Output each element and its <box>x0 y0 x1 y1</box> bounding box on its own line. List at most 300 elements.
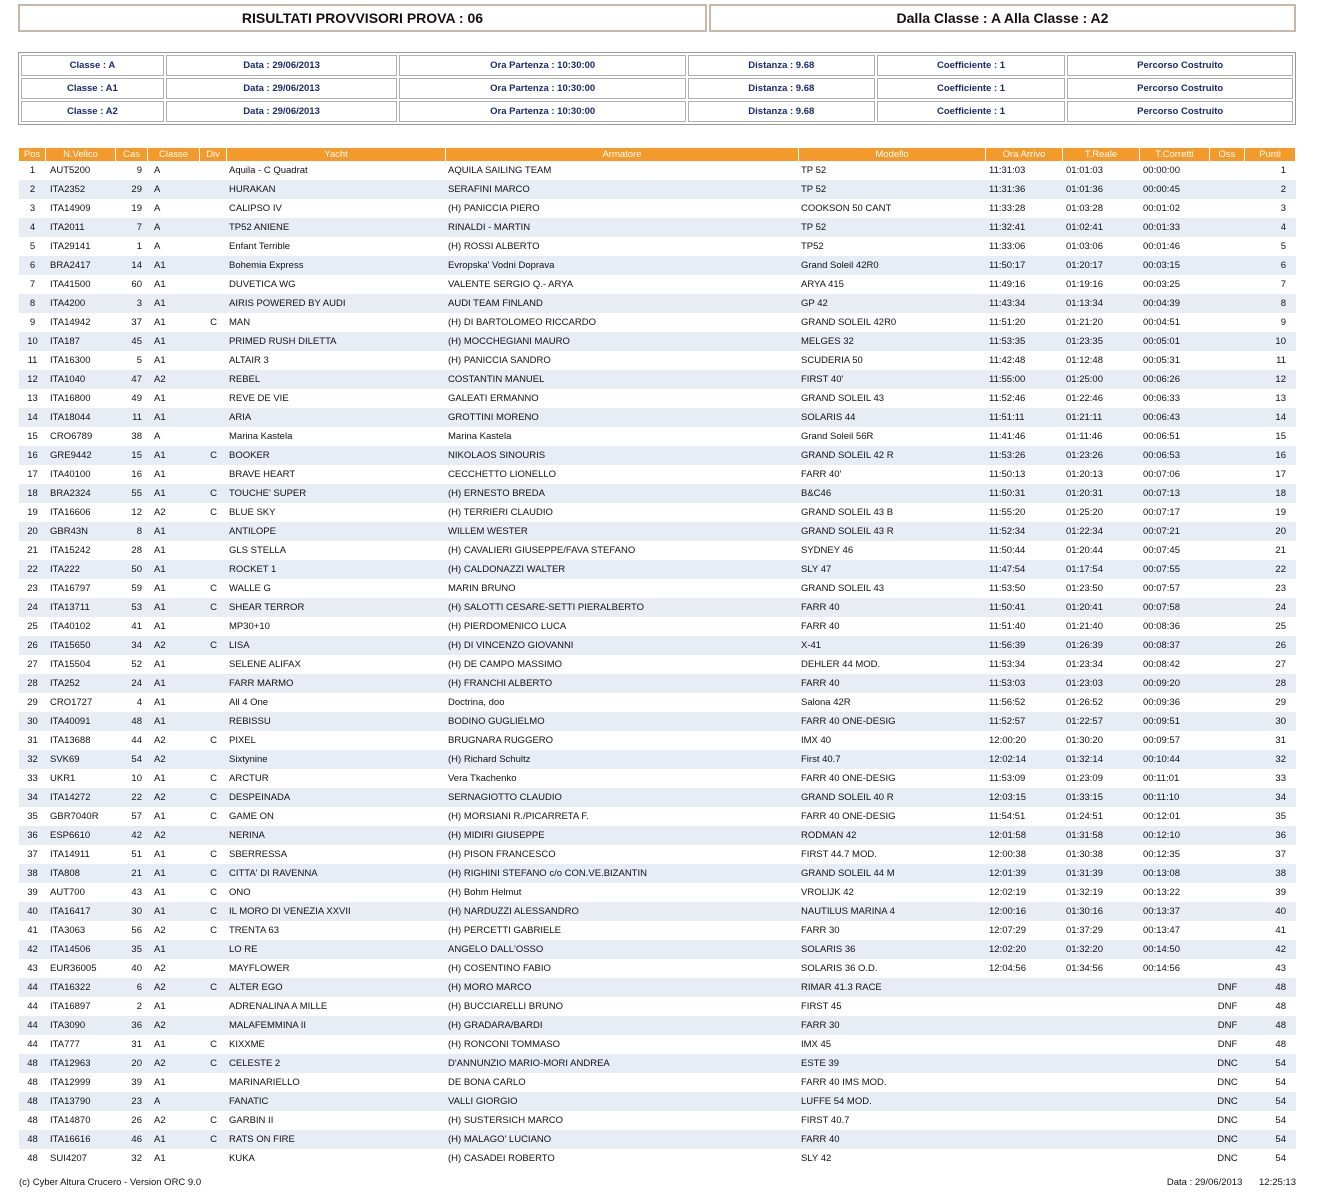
cell-arrival-time: 11:53:26 <box>989 450 1026 461</box>
cell-points: 12 <box>1275 374 1286 385</box>
table-row <box>19 921 1296 940</box>
table-row <box>19 902 1296 921</box>
cell-owner: (H) MIDIRI GIUSEPPE <box>448 830 545 841</box>
cell-oss: DNF <box>1217 1039 1238 1050</box>
cell-owner: Marina Kastela <box>448 431 512 442</box>
cell-yacht: All 4 One <box>229 697 269 708</box>
cell-owner: Doctrina, doo <box>448 697 505 708</box>
cell-points: 41 <box>1275 925 1286 936</box>
cell-class: A1 <box>154 583 166 594</box>
cell-pos: 3 <box>29 203 36 214</box>
table-row <box>19 522 1296 541</box>
cell-class: A1 <box>154 488 166 499</box>
cell-model: First 40.7 <box>801 754 841 765</box>
cell-pos: 28 <box>27 678 38 689</box>
cell-yacht: KUKA <box>229 1153 255 1164</box>
cell-model: B&C46 <box>801 488 832 499</box>
cell-real-time: 01:25:20 <box>1066 507 1103 518</box>
cell-arrival-time: 11:52:46 <box>989 393 1026 404</box>
cell-corrected-time: 00:08:36 <box>1143 621 1180 632</box>
cell-arrival-time: 11:56:52 <box>989 697 1026 708</box>
cell-sail-number: GBR43N <box>50 526 89 537</box>
cell-pos: 31 <box>27 735 38 746</box>
cell-corrected-time: 00:08:42 <box>1143 659 1180 670</box>
column-header-cas: Cas <box>116 148 148 161</box>
table-row <box>19 807 1296 826</box>
cell-real-time: 01:30:38 <box>1066 849 1103 860</box>
cell-sail-number: ITA14272 <box>50 792 91 803</box>
cell-sail-number: CRO1727 <box>50 697 93 708</box>
cell-oss: DNF <box>1217 982 1238 993</box>
cell-class: A2 <box>154 982 166 993</box>
cell-model: GP 42 <box>801 298 828 309</box>
column-header-class: Classe <box>148 148 200 161</box>
cell-yacht: BRAVE HEART <box>229 469 296 480</box>
class-range-title: Dalla Classe : A Alla Classe : A2 <box>709 4 1296 32</box>
date-cell: Data : 29/06/2013 <box>166 55 398 76</box>
cell-class: A1 <box>154 849 166 860</box>
cell-arrival-time: 11:31:36 <box>989 184 1026 195</box>
cell-cas: 41 <box>131 621 142 632</box>
cell-yacht: WALLE G <box>229 583 271 594</box>
cell-corrected-time: 00:07:45 <box>1143 545 1180 556</box>
cell-class: A1 <box>154 678 166 689</box>
cell-yacht: ANTILOPE <box>229 526 276 537</box>
cell-div: C <box>210 450 217 461</box>
cell-class: A1 <box>154 906 166 917</box>
cell-yacht: Bohemia Express <box>229 260 304 271</box>
cell-arrival-time: 11:33:06 <box>989 241 1026 252</box>
cell-real-time: 01:22:46 <box>1066 393 1103 404</box>
cell-class: A1 <box>154 1039 166 1050</box>
cell-sail-number: ITA13688 <box>50 735 91 746</box>
cell-cas: 52 <box>131 659 142 670</box>
cell-yacht: AIRIS POWERED BY AUDI <box>229 298 346 309</box>
cell-corrected-time: 00:06:26 <box>1143 374 1180 385</box>
cell-pos: 48 <box>27 1077 38 1088</box>
cell-class: A1 <box>154 298 166 309</box>
cell-corrected-time: 00:14:50 <box>1143 944 1180 955</box>
cell-arrival-time: 12:07:29 <box>989 925 1026 936</box>
cell-yacht: SHEAR TERROR <box>229 602 305 613</box>
cell-owner: (H) PIERDOMENICO LUCA <box>448 621 567 632</box>
cell-model: IMX 45 <box>801 1039 832 1050</box>
cell-cas: 38 <box>131 431 142 442</box>
cell-class: A1 <box>154 773 166 784</box>
cell-corrected-time: 00:13:08 <box>1143 868 1180 879</box>
cell-sail-number: BRA2324 <box>50 488 91 499</box>
cell-cas: 32 <box>131 1153 142 1164</box>
cell-points: 30 <box>1275 716 1286 727</box>
cell-class: A <box>154 222 161 233</box>
cell-cas: 54 <box>131 754 142 765</box>
cell-model: FIRST 40.7 <box>801 1115 850 1126</box>
cell-owner: (H) PANICCIA SANDRO <box>448 355 551 366</box>
cell-model: GRAND SOLEIL 43 <box>801 583 885 594</box>
cell-sail-number: ITA14870 <box>50 1115 91 1126</box>
cell-cas: 49 <box>131 393 142 404</box>
cell-sail-number: ITA16606 <box>50 507 91 518</box>
coefficient-cell: Coefficiente : 1 <box>877 55 1066 76</box>
cell-arrival-time: 11:50:44 <box>989 545 1026 556</box>
cell-yacht: GLS STELLA <box>229 545 287 556</box>
cell-yacht: HURAKAN <box>229 184 276 195</box>
cell-pos: 20 <box>27 526 38 537</box>
cell-sail-number: GRE9442 <box>50 450 92 461</box>
cell-model: MELGES 32 <box>801 336 854 347</box>
cell-arrival-time: 11:50:41 <box>989 602 1026 613</box>
cell-class: A <box>154 241 161 252</box>
cell-oss: DNF <box>1217 1001 1238 1012</box>
column-header-pos: Pos <box>19 148 46 161</box>
cell-oss: DNC <box>1217 1096 1238 1107</box>
cell-points: 33 <box>1275 773 1286 784</box>
table-row <box>19 598 1296 617</box>
cell-real-time: 01:32:19 <box>1066 887 1103 898</box>
cell-yacht: ONO <box>229 887 251 898</box>
class-info-row <box>21 78 1293 99</box>
cell-corrected-time: 00:06:51 <box>1143 431 1180 442</box>
cell-corrected-time: 00:12:01 <box>1143 811 1180 822</box>
cell-yacht: LISA <box>229 640 250 651</box>
cell-sail-number: ITA14909 <box>50 203 91 214</box>
cell-owner: GROTTINI MORENO <box>448 412 539 423</box>
course-cell: Percorso Costruito <box>1067 101 1293 122</box>
cell-sail-number: GBR7040R <box>50 811 99 822</box>
cell-div: C <box>210 488 217 499</box>
cell-points: 2 <box>1280 184 1286 195</box>
distance-cell: Distanza : 9.68 <box>688 78 875 99</box>
cell-points: 21 <box>1275 545 1286 556</box>
cell-sail-number: ITA18044 <box>50 412 91 423</box>
cell-pos: 44 <box>27 1001 38 1012</box>
cell-class: A1 <box>154 526 166 537</box>
cell-pos: 41 <box>27 925 38 936</box>
cell-pos: 48 <box>27 1115 38 1126</box>
cell-arrival-time: 12:04:56 <box>989 963 1026 974</box>
cell-owner: SERAFINI MARCO <box>448 184 530 195</box>
cell-cas: 21 <box>131 868 142 879</box>
cell-model: FIRST 45 <box>801 1001 842 1012</box>
cell-model: GRAND SOLEIL 44 M <box>801 868 895 879</box>
cell-yacht: MARINARIELLO <box>229 1077 300 1088</box>
cell-model: FARR 40 <box>801 678 840 689</box>
cell-cas: 19 <box>131 203 142 214</box>
cell-arrival-time: 12:01:39 <box>989 868 1026 879</box>
cell-class: A1 <box>154 355 166 366</box>
cell-pos: 25 <box>27 621 38 632</box>
cell-cas: 6 <box>136 982 142 993</box>
cell-corrected-time: 00:11:10 <box>1143 792 1180 803</box>
cell-class: A2 <box>154 1115 166 1126</box>
table-row <box>19 617 1296 636</box>
cell-model: FARR 30 <box>801 925 840 936</box>
table-row <box>19 389 1296 408</box>
cell-arrival-time: 12:01:58 <box>989 830 1026 841</box>
cell-real-time: 01:32:20 <box>1066 944 1103 955</box>
cell-div: C <box>210 640 217 651</box>
cell-owner: Evropska' Vodni Doprava <box>448 260 555 271</box>
table-row <box>19 218 1296 237</box>
table-row <box>19 332 1296 351</box>
cell-pos: 48 <box>27 1058 38 1069</box>
cell-owner: (H) SUSTERSICH MARCO <box>448 1115 564 1126</box>
cell-cas: 42 <box>131 830 142 841</box>
cell-class: A <box>154 203 161 214</box>
cell-model: SCUDERIA 50 <box>801 355 863 366</box>
cell-pos: 38 <box>27 868 38 879</box>
footer-time: 12:25:13 <box>1259 1177 1296 1188</box>
cell-model: TP52 <box>801 241 824 252</box>
cell-arrival-time: 12:02:14 <box>989 754 1026 765</box>
cell-sail-number: AUT5200 <box>50 165 91 176</box>
coefficient-cell: Coefficiente : 1 <box>877 78 1066 99</box>
cell-points: 22 <box>1275 564 1286 575</box>
cell-real-time: 01:31:58 <box>1066 830 1103 841</box>
cell-class: A2 <box>154 925 166 936</box>
cell-yacht: TOUCHE' SUPER <box>229 488 307 499</box>
cell-yacht: TP52 ANIENE <box>229 222 290 233</box>
cell-points: 43 <box>1275 963 1286 974</box>
table-row <box>19 1149 1296 1168</box>
cell-cas: 37 <box>131 317 142 328</box>
cell-points: 15 <box>1275 431 1286 442</box>
cell-oss: DNC <box>1217 1134 1238 1145</box>
table-row <box>19 1035 1296 1054</box>
cell-real-time: 01:23:03 <box>1066 678 1103 689</box>
table-row <box>19 427 1296 446</box>
cell-points: 16 <box>1275 450 1286 461</box>
cell-yacht: ALTAIR 3 <box>229 355 269 366</box>
column-header-sail-number: N.Velico <box>46 148 116 161</box>
cell-real-time: 01:23:50 <box>1066 583 1103 594</box>
start-time-cell: Ora Partenza : 10:30:00 <box>399 78 686 99</box>
table-row <box>19 750 1296 769</box>
cell-pos: 42 <box>27 944 38 955</box>
cell-sail-number: ITA13790 <box>50 1096 91 1107</box>
cell-pos: 26 <box>27 640 38 651</box>
cell-real-time: 01:01:36 <box>1066 184 1103 195</box>
cell-div: C <box>210 811 217 822</box>
cell-yacht: Marina Kastela <box>229 431 293 442</box>
cell-yacht: MAYFLOWER <box>229 963 290 974</box>
cell-owner: ANGELO DALL'OSSO <box>448 944 544 955</box>
cell-owner: (H) COSENTINO FABIO <box>448 963 551 974</box>
cell-corrected-time: 00:10:44 <box>1143 754 1180 765</box>
cell-sail-number: ITA222 <box>50 564 80 575</box>
cell-class: A1 <box>154 412 166 423</box>
column-header-div: Div <box>200 148 227 161</box>
cell-cas: 30 <box>131 906 142 917</box>
table-row <box>19 940 1296 959</box>
cell-points: 1 <box>1280 165 1286 176</box>
cell-div: C <box>210 1134 217 1145</box>
cell-class: A2 <box>154 830 166 841</box>
cell-cas: 11 <box>132 412 142 423</box>
cell-sail-number: AUT700 <box>50 887 85 898</box>
cell-owner: (H) PISON FRANCESCO <box>448 849 556 860</box>
cell-cas: 4 <box>136 697 142 708</box>
cell-model: ESTE 39 <box>801 1058 840 1069</box>
cell-yacht: BOOKER <box>229 450 270 461</box>
cell-model: COOKSON 50 CANT <box>801 203 892 214</box>
cell-points: 27 <box>1275 659 1286 670</box>
cell-corrected-time: 00:01:46 <box>1143 241 1180 252</box>
class-info-row <box>21 101 1293 122</box>
cell-owner: (H) Bohm Helmut <box>448 887 522 898</box>
table-row <box>19 655 1296 674</box>
cell-owner: NIKOLAOS SINOURIS <box>448 450 546 461</box>
cell-real-time: 01:21:40 <box>1066 621 1103 632</box>
cell-div: C <box>210 735 217 746</box>
cell-class: A2 <box>154 640 166 651</box>
cell-points: 4 <box>1280 222 1286 233</box>
cell-model: TP 52 <box>801 222 827 233</box>
cell-owner: VALLI GIORGIO <box>448 1096 518 1107</box>
cell-yacht: IL MORO DI VENEZIA XXVII <box>229 906 351 917</box>
cell-pos: 5 <box>29 241 36 252</box>
cell-corrected-time: 00:05:31 <box>1143 355 1180 366</box>
cell-points: 48 <box>1275 1001 1286 1012</box>
cell-real-time: 01:20:13 <box>1066 469 1103 480</box>
cell-class: A1 <box>154 1077 166 1088</box>
cell-arrival-time: 11:41:46 <box>989 431 1026 442</box>
cell-arrival-time: 11:55:20 <box>989 507 1026 518</box>
cell-corrected-time: 00:01:33 <box>1143 222 1180 233</box>
cell-sail-number: ITA41500 <box>50 279 91 290</box>
cell-sail-number: ITA40100 <box>50 469 91 480</box>
cell-model: X-41 <box>801 640 822 651</box>
cell-arrival-time: 11:51:40 <box>989 621 1026 632</box>
cell-model: GRAND SOLEIL 43 <box>801 393 885 404</box>
cell-class: A1 <box>154 1001 166 1012</box>
cell-oss: DNC <box>1217 1115 1238 1126</box>
cell-sail-number: EUR36005 <box>50 963 97 974</box>
cell-sail-number: ITA12999 <box>50 1077 91 1088</box>
cell-corrected-time: 00:09:51 <box>1143 716 1180 727</box>
cell-points: 8 <box>1280 298 1286 309</box>
cell-cas: 1 <box>136 241 142 252</box>
cell-real-time: 01:19:16 <box>1066 279 1103 290</box>
cell-real-time: 01:23:35 <box>1066 336 1103 347</box>
cell-cas: 22 <box>131 792 142 803</box>
cell-points: 54 <box>1275 1153 1286 1164</box>
cell-cas: 28 <box>131 545 142 556</box>
table-row <box>19 294 1296 313</box>
cell-cas: 20 <box>131 1058 142 1069</box>
cell-arrival-time: 11:51:20 <box>989 317 1026 328</box>
cell-pos: 48 <box>27 1096 38 1107</box>
cell-corrected-time: 00:07:13 <box>1143 488 1180 499</box>
cell-pos: 18 <box>27 488 38 499</box>
cell-real-time: 01:37:29 <box>1066 925 1103 936</box>
cell-pos: 1 <box>29 165 36 176</box>
cell-pos: 23 <box>27 583 38 594</box>
cell-points: 32 <box>1275 754 1286 765</box>
cell-class: A2 <box>154 1058 166 1069</box>
cell-pos: 9 <box>29 317 36 328</box>
cell-arrival-time: 11:49:16 <box>989 279 1026 290</box>
cell-arrival-time: 11:42:48 <box>989 355 1026 366</box>
cell-corrected-time: 00:13:22 <box>1143 887 1180 898</box>
cell-sail-number: ITA15650 <box>50 640 91 651</box>
cell-points: 14 <box>1275 412 1286 423</box>
cell-points: 37 <box>1275 849 1286 860</box>
cell-yacht: REBEL <box>229 374 261 385</box>
cell-div: C <box>210 868 217 879</box>
cell-model: SLY 47 <box>801 564 832 575</box>
cell-class: A1 <box>154 545 166 556</box>
cell-sail-number: ITA4200 <box>50 298 86 309</box>
cell-arrival-time: 11:52:57 <box>989 716 1026 727</box>
cell-yacht: SELENE ALIFAX <box>229 659 301 670</box>
cell-pos: 8 <box>29 298 36 309</box>
cell-arrival-time: 11:50:31 <box>989 488 1026 499</box>
cell-real-time: 01:20:41 <box>1066 602 1103 613</box>
cell-pos: 44 <box>27 982 38 993</box>
cell-owner: CECCHETTO LIONELLO <box>448 469 557 480</box>
cell-cas: 23 <box>131 1096 142 1107</box>
cell-corrected-time: 00:14:56 <box>1143 963 1180 974</box>
cell-real-time: 01:25:00 <box>1066 374 1103 385</box>
cell-model: SOLARIS 36 <box>801 944 856 955</box>
results-table <box>19 148 1296 1168</box>
cell-real-time: 01:13:34 <box>1066 298 1103 309</box>
cell-corrected-time: 00:00:00 <box>1143 165 1180 176</box>
cell-div: C <box>210 602 217 613</box>
cell-pos: 13 <box>27 393 38 404</box>
table-row <box>19 560 1296 579</box>
cell-pos: 37 <box>27 849 38 860</box>
cell-model: Salona 42R <box>801 697 851 708</box>
cell-real-time: 01:11:46 <box>1066 431 1103 442</box>
cell-sail-number: ITA777 <box>50 1039 80 1050</box>
cell-div: C <box>210 925 217 936</box>
cell-class: A1 <box>154 621 166 632</box>
cell-arrival-time: 11:51:11 <box>989 412 1025 423</box>
table-row <box>19 180 1296 199</box>
distance-cell: Distanza : 9.68 <box>688 101 875 122</box>
table-row <box>19 959 1296 978</box>
cell-cas: 26 <box>131 1115 142 1126</box>
cell-points: 26 <box>1275 640 1286 651</box>
cell-cas: 56 <box>131 925 142 936</box>
cell-model: Grand Soleil 42R0 <box>801 260 879 271</box>
cell-sail-number: ITA16800 <box>50 393 91 404</box>
cell-real-time: 01:23:34 <box>1066 659 1103 670</box>
cell-class: A1 <box>154 716 166 727</box>
cell-points: 35 <box>1275 811 1286 822</box>
cell-arrival-time: 12:02:19 <box>989 887 1026 898</box>
cell-pos: 14 <box>27 412 38 423</box>
cell-pos: 12 <box>27 374 38 385</box>
cell-points: 20 <box>1275 526 1286 537</box>
cell-points: 54 <box>1275 1058 1286 1069</box>
cell-real-time: 01:21:20 <box>1066 317 1103 328</box>
cell-pos: 15 <box>27 431 38 442</box>
cell-real-time: 01:20:31 <box>1066 488 1103 499</box>
table-row <box>19 1073 1296 1092</box>
table-row <box>19 636 1296 655</box>
cell-real-time: 01:23:09 <box>1066 773 1103 784</box>
cell-points: 6 <box>1280 260 1286 271</box>
cell-class: A1 <box>154 260 166 271</box>
cell-points: 48 <box>1275 1020 1286 1031</box>
cell-arrival-time: 11:55:00 <box>989 374 1026 385</box>
cell-arrival-time: 12:00:20 <box>989 735 1026 746</box>
cell-points: 36 <box>1275 830 1286 841</box>
cell-class: A2 <box>154 735 166 746</box>
